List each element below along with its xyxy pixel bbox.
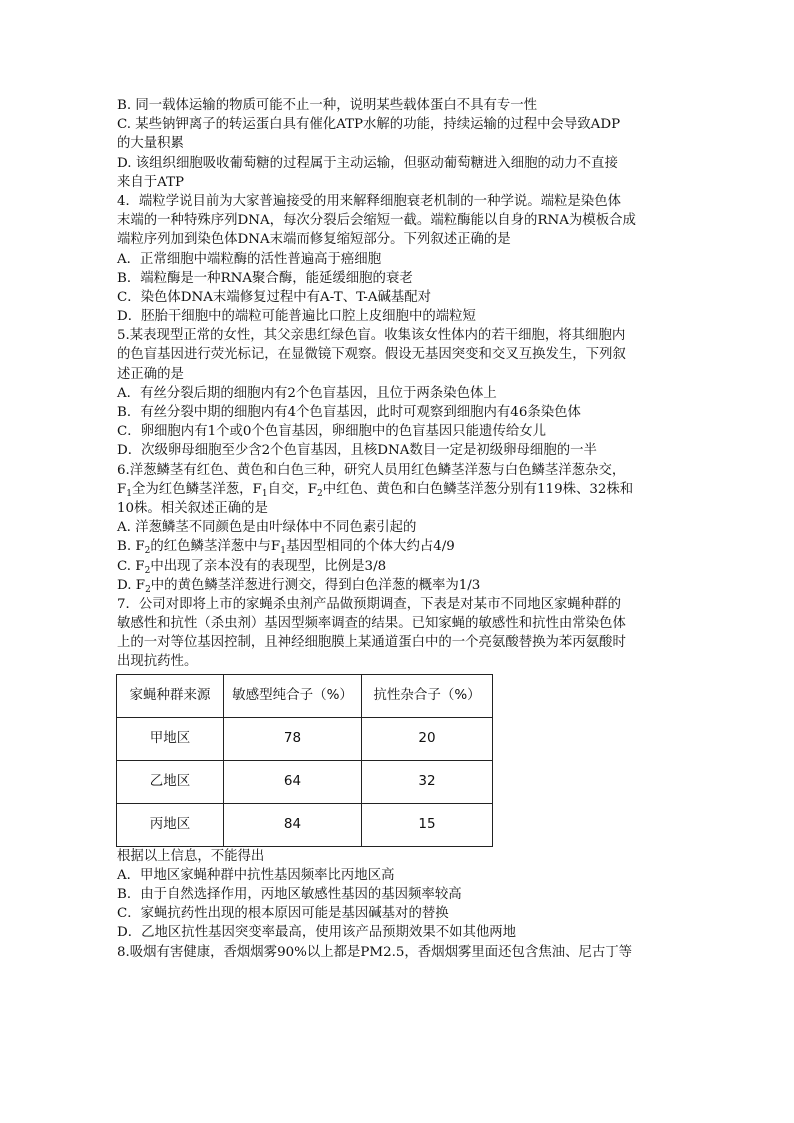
q7-option-c: C．家蝇抗药性出现的根本原因可能是基因碱基对的替换 xyxy=(117,906,449,922)
q3-option-c-line2: 的大量积累 xyxy=(117,136,184,152)
table-cell: 32 xyxy=(362,760,493,803)
q4-option-d: D．胚胎干细胞中的端粒可能普遍比口腔上皮细胞中的端粒短 xyxy=(117,309,476,325)
q8-stem-line1: 8.吸烟有害健康，香烟烟雾90%以上都是PM2.5，香烟烟雾里面还包含焦油、尼古丁等 xyxy=(117,944,633,960)
q5-option-b: B．有丝分裂中期的细胞内有4个色盲基因，此时可观察到细胞内有46条染色体 xyxy=(117,405,581,420)
table-cell: 丙地区 xyxy=(117,803,224,846)
q7-option-a: A．甲地区家蝇种群中抗性基因频率比丙地区高 xyxy=(117,867,395,883)
q6-option-c: C. $F_2$中出现了亲本没有的表现型，比例是3/8 xyxy=(117,558,387,576)
table-header-cell: 敏感型纯合子（%） xyxy=(224,674,362,717)
q6-option-d: D. $F_2$中的黄色鳞茎洋葱进行测交，得到白色洋葱的概率为1/3 xyxy=(117,577,481,595)
q3-option-b: B. 同一载体运输的物质可能不止一种，说明某些载体蛋白不具有专一性 xyxy=(117,98,538,113)
q4-option-b: B．端粒酶是一种RNA聚合酶，能延缓细胞的衰老 xyxy=(117,270,413,286)
table-row xyxy=(117,803,493,846)
table-cell: 15 xyxy=(362,803,493,846)
q7-stem-line1: 7．公司对即将上市的家蝇杀虫剂产品做预期调查，下表是对某市不同地区家蝇种群的 xyxy=(117,596,621,612)
q7-after-table: 根据以上信息，不能得出 xyxy=(117,848,265,864)
q3-option-c-line1: C. 某些钠钾离子的转运蛋白具有催化ATP水解的功能，持续运输的过程中会导致ADP xyxy=(117,117,621,133)
q5-option-a: A．有丝分裂后期的细胞内有2个色盲基因，且位于两条染色体上 xyxy=(117,385,497,401)
q7-stem-line4: 出现抗药性。 xyxy=(117,654,198,670)
q6-option-b: B. $F_2$的红色鳞茎洋葱中与$F_1$基因型相同的个体大约占4/9 xyxy=(117,539,455,557)
table-header-row xyxy=(117,674,493,717)
q4-option-a: A．正常细胞中端粒酶的活性普遍高于癌细胞 xyxy=(117,251,382,267)
housefly-genotype-table xyxy=(116,674,493,847)
q3-option-d-line1: D. 该组织细胞吸收葡萄糖的过程属于主动运输，但驱动葡萄糖进入细胞的动力不直接 xyxy=(117,155,618,171)
table-row xyxy=(117,760,493,803)
q7-stem-line2: 敏感性和抗性（杀虫剂）基因型频率调查的结果。已知家蝇的敏感性和抗性由常染色体 xyxy=(117,616,626,632)
q5-stem-line2: 的色盲基因进行荧光标记，在显微镜下观察。假设无基因突变和交叉互换发生，下列叙 xyxy=(117,347,626,363)
table-row xyxy=(117,717,493,760)
q7-option-d: D．乙地区抗性基因突变率最高，使用该产品预期效果不如其他两地 xyxy=(117,925,517,941)
q6-stem-line1: 6.洋葱鳞茎有红色、黄色和白色三种，研究人员用红色鳞茎洋葱与白色鳞茎洋葱杂交， xyxy=(117,462,626,478)
table-header-cell: 抗性杂合子（%） xyxy=(362,674,493,717)
table-cell: 64 xyxy=(224,760,362,803)
q5-option-d: D．次级卵母细胞至少含2个色盲基因，且核DNA数目一定是初级卵母细胞的一半 xyxy=(117,443,597,459)
q4-stem-line2: 末端的一种特殊序列DNA，每次分裂后会缩短一截。端粒酶能以自身的RNA为模板合成 xyxy=(117,213,636,229)
q5-stem-line1: 5.某表现型正常的女性，其父亲患红绿色盲。收集该女性体内的若干细胞，将其细胞内 xyxy=(117,328,626,344)
table-cell: 78 xyxy=(224,717,362,760)
q5-stem-line3: 述正确的是 xyxy=(117,366,184,382)
table-header-cell: 家蝇种群来源 xyxy=(117,674,224,717)
table-cell: 甲地区 xyxy=(117,717,224,760)
table-cell: 20 xyxy=(362,717,493,760)
q6-option-a: A. 洋葱鳞茎不同颜色是由叶绿体中不同色素引起的 xyxy=(117,520,417,536)
q4-stem-line3: 端粒序列加到染色体DNA末端而修复缩短部分。下列叙述正确的是 xyxy=(117,232,511,248)
exam-content xyxy=(117,96,687,962)
table-cell: 84 xyxy=(224,803,362,846)
q6-stem-line3: 10株。相关叙述正确的是 xyxy=(117,500,268,516)
q4-option-c: C．染色体DNA末端修复过程中有A-T、T-A碱基配对 xyxy=(117,289,432,305)
table-cell: 乙地区 xyxy=(117,760,224,803)
q7-stem-line3: 上的一对等位基因控制，且神经细胞膜上某通道蛋白中的一个亮氨酸替换为苯丙氨酸时 xyxy=(117,635,626,651)
q4-stem-line1: 4．端粒学说目前为大家普遍接受的用来解释细胞衰老机制的一种学说。端粒是染色体 xyxy=(117,193,621,209)
q3-option-d-line2: 来自于ATP xyxy=(117,174,185,190)
q5-option-c: C．卵细胞内有1个或0个色盲基因，卵细胞中的色盲基因只能遗传给女儿 xyxy=(117,424,547,440)
q6-stem-line2: $F_1$全为红色鳞茎洋葱，$F_1$自交，$F_2$中红色、黄色和白色鳞茎洋葱分别有119株、32株和 xyxy=(117,481,634,499)
q7-option-b: B．由于自然选择作用，丙地区敏感性基因的基因频率较高 xyxy=(117,887,462,902)
